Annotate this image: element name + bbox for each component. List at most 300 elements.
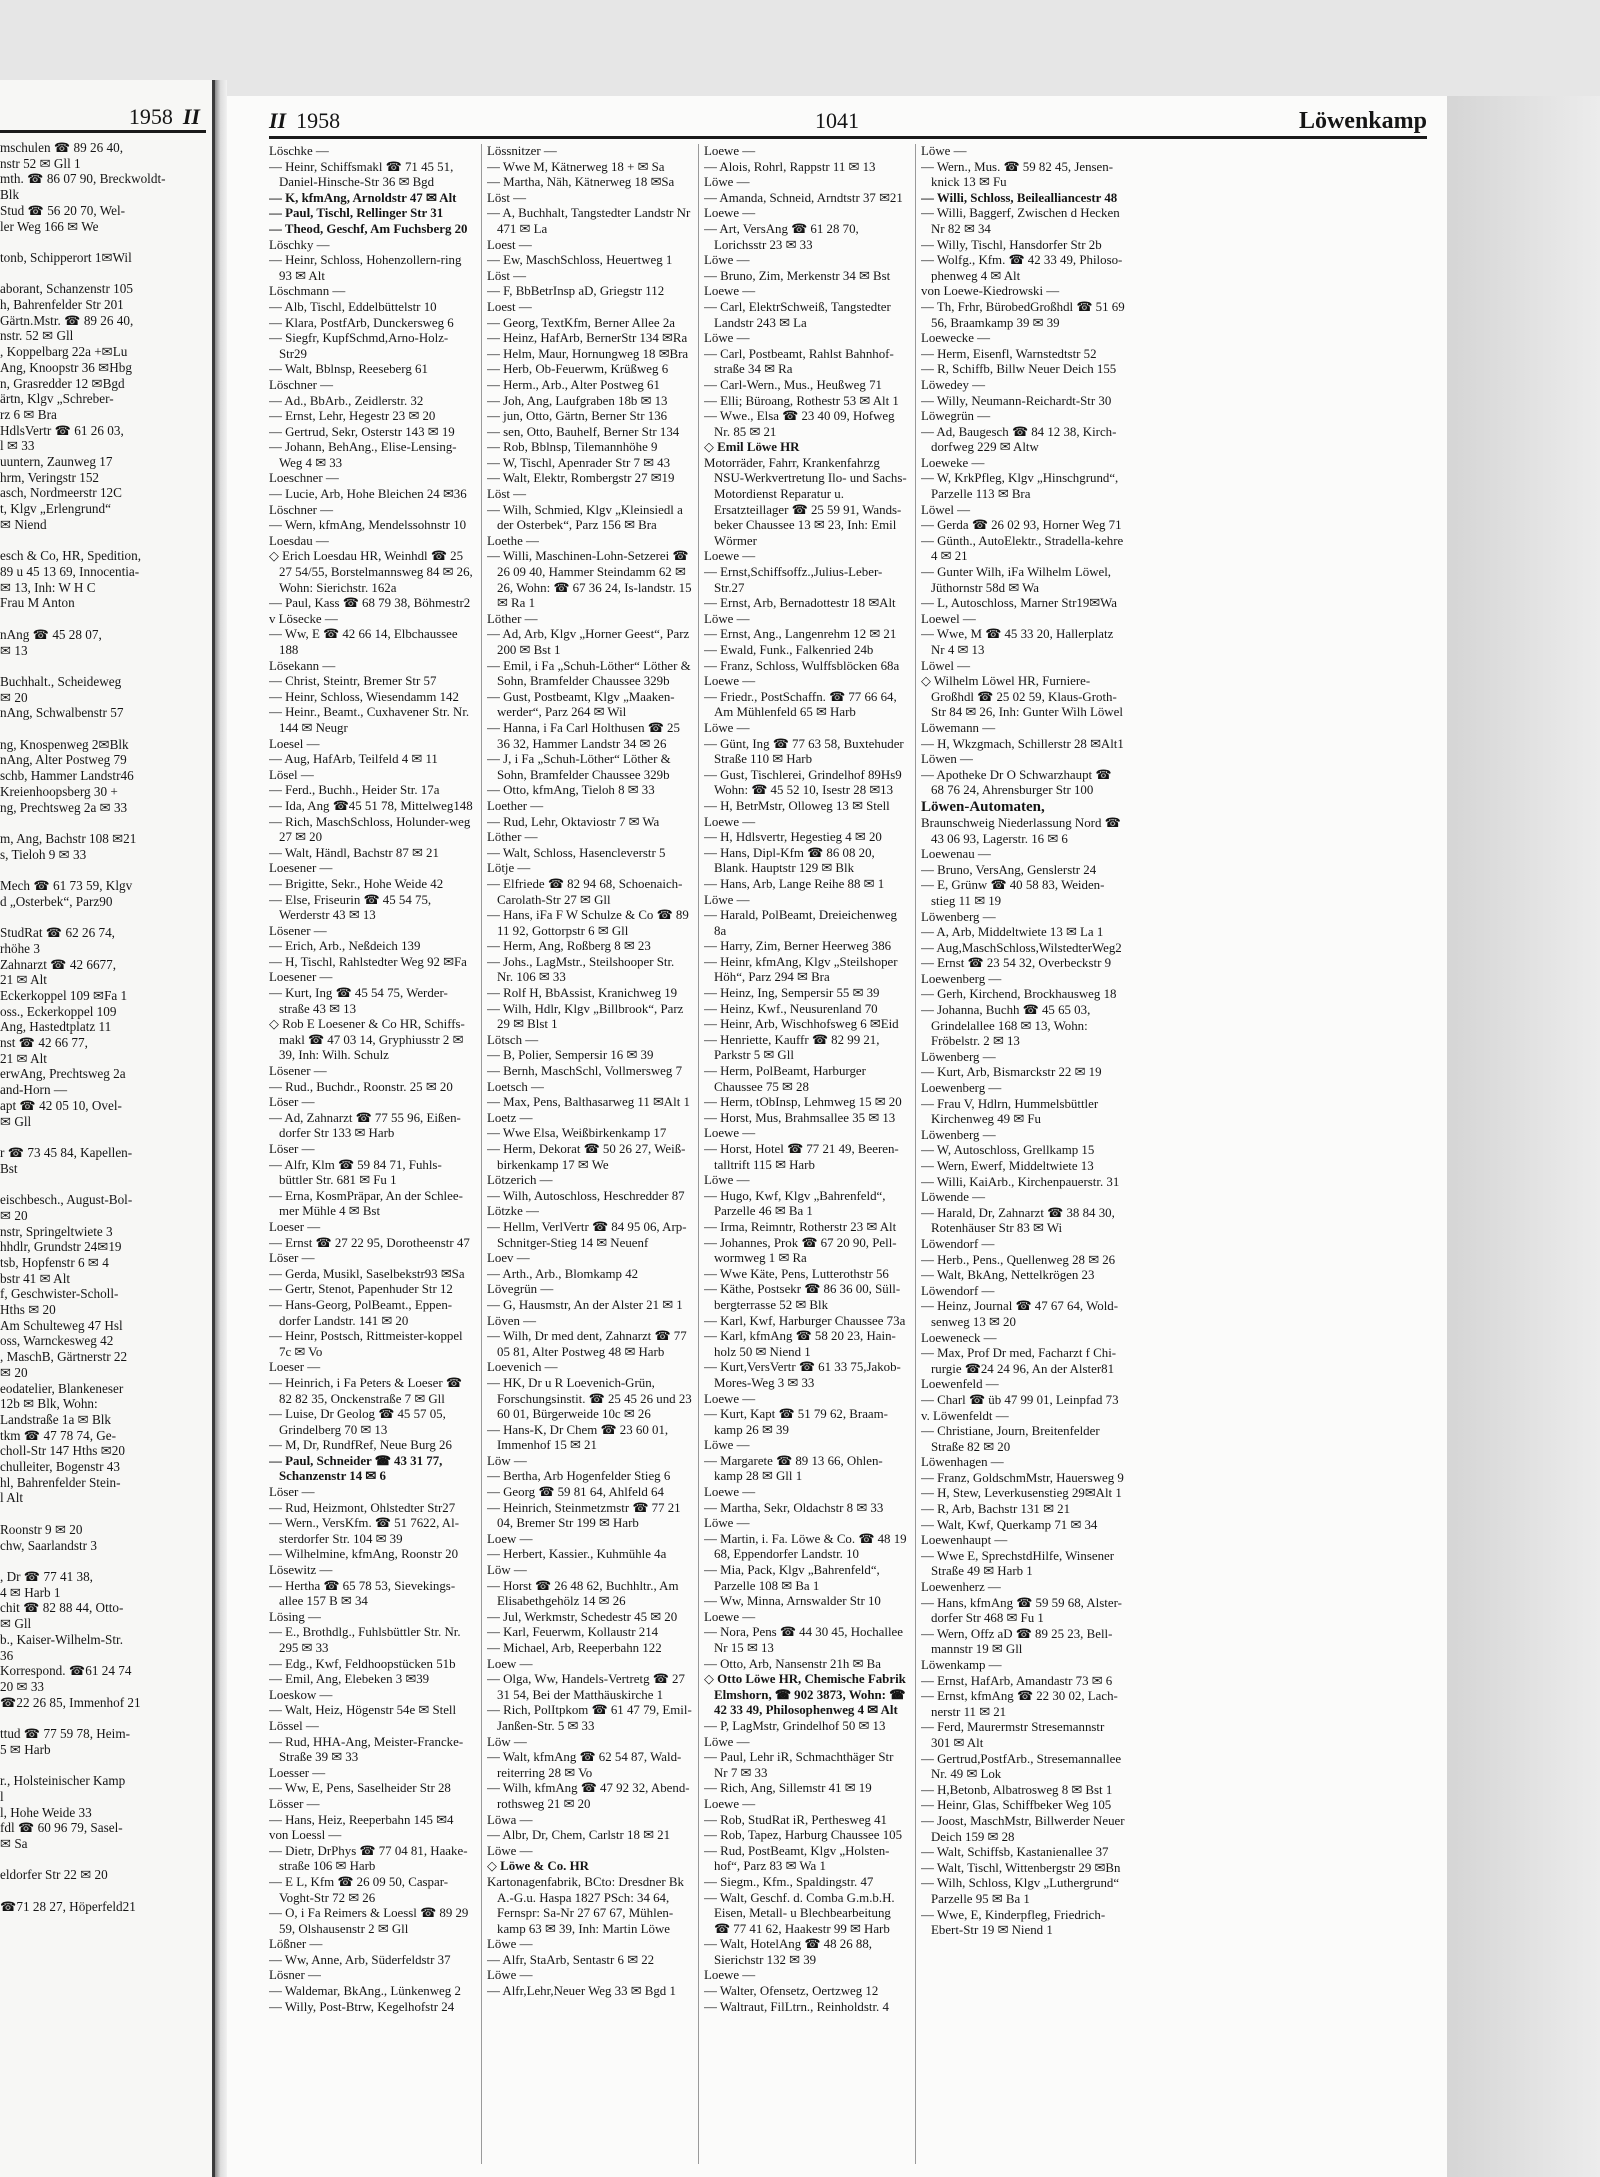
directory-entry: — Ferd, Maurermstr Stresemannstr 301 ✉ Alt	[921, 1720, 1105, 1750]
surname-heading: Lötzke —	[487, 1204, 539, 1219]
facing-page-line: f, Geschwister-Scholl-	[0, 1286, 119, 1302]
directory-entry: — Alfr, StaArb, Sentastr 6 ✉ 22	[487, 1952, 655, 1967]
directory-entry: — E, Grünw ☎ 40 58 83, Weiden-stieg 11 ✉ 19	[921, 878, 1105, 908]
facing-page-rule	[0, 130, 206, 133]
directory-entry: — Herb., Pens., Quellenweg 28 ✉ 26	[921, 1252, 1116, 1267]
facing-page-line	[0, 533, 208, 549]
facing-page-line: ✉ 13, Inh: W H C	[0, 579, 96, 595]
directory-entry: — Heinr, Schloss, Hohenzollern-ring 93 ✉ Alt	[269, 253, 462, 283]
directory-entry: — A, Arb, Middeltwiete 13 ✉ La 1	[921, 925, 1104, 940]
directory-entry: — Heinr, kfmAng, Klgv „Steilshoper Höh“, Parz 294 ✉ Bra	[704, 954, 898, 985]
book-gutter	[215, 80, 227, 2177]
surname-heading: Loetz —	[487, 1110, 533, 1125]
directory-entry: — Bruno, Zim, Merkenstr 34 ✉ Bst	[704, 268, 891, 283]
directory-entry: — H, Hdlsvertr, Hegestieg 4 ✉ 20	[704, 830, 882, 845]
directory-entry: — Dietr, DrPhys ☎ 77 04 81, Haake-straße 106 ✉ Harb	[269, 1843, 468, 1874]
surname-heading: Loewe —	[704, 549, 756, 564]
directory-entry: — Ernst ☎ 23 54 32, Overbeckstr 9	[921, 956, 1112, 971]
directory-entry: — Gunter Wilh, iFa Wilhelm Löwel, Jüthornstr 58d ✉ Wa	[921, 565, 1112, 595]
surname-heading: Löwe —	[704, 175, 750, 190]
directory-entry: — Paul, Kass ☎ 68 79 38, Böhmestr2	[269, 596, 471, 611]
directory-entry: — Henriette, Kauffr ☎ 82 99 21, Parkstr 5 ✉ Gll	[704, 1032, 880, 1063]
facing-page-line: schb, Hammer Landstr46	[0, 768, 134, 784]
surname-heading: Löser —	[269, 1251, 315, 1266]
surname-heading: Loewe —	[704, 1391, 756, 1406]
facing-page-line: 36	[0, 1647, 14, 1663]
directory-entry: — Heinr, Arb, Wischhofsweg 6 ✉Eid	[704, 1017, 899, 1032]
surname-heading: Löw —	[487, 1563, 527, 1578]
directory-entry: — L, Autoschloss, Marner Str19✉Wa	[921, 596, 1117, 611]
directory-entry: — Ww, E ☎ 42 66 14, Elbchaussee 188	[269, 627, 458, 657]
directory-entry: — Carl, ElektrSchweiß, Tangstedter Landstr 243 ✉ La	[704, 299, 891, 330]
directory-entry: ◇ Löwe & Co. HR	[487, 1859, 589, 1874]
surname-heading: Löwe —	[487, 1843, 533, 1858]
directory-entry: — Waldemar, BkAng., Lünkenweg 2	[269, 1984, 461, 1999]
facing-page-line: Ang, Hastedtplatz 11	[0, 1019, 112, 1035]
directory-entry: — A, Buchhalt, Tangstedter Landstr Nr 471 ✉ La	[487, 206, 691, 236]
directory-entry: — Hans, Arb, Lange Reihe 88 ✉ 1	[704, 876, 885, 891]
directory-entry: — Joh, Ang, Laufgraben 18b ✉ 13	[487, 393, 668, 408]
directory-entry: — Joost, MaschMstr, Billwerder Neuer Deich 159 ✉ 28	[921, 1813, 1125, 1844]
facing-page-line: asch, Nordmeerstr 12C	[0, 485, 122, 501]
directory-entry: — Walt, Schiffsb, Kastanienallee 37	[921, 1845, 1109, 1860]
surname-heading: von Loessl —	[269, 1828, 342, 1843]
directory-entry: — Ernst, Lehr, Hegestr 23 ✉ 20	[269, 409, 436, 424]
facing-page-line: Roonstr 9 ✉ 20	[0, 1521, 83, 1537]
facing-page-line: ✉ Gll	[0, 1113, 32, 1129]
surname-heading: Loewenberg —	[921, 971, 1002, 986]
surname-heading: Loesdau —	[269, 533, 329, 548]
surname-heading: Loewe —	[704, 674, 756, 689]
surname-heading: Löser —	[269, 1095, 315, 1110]
directory-entry: — Gertrud, Sekr, Osterstr 143 ✉ 19	[269, 424, 455, 439]
surname-heading: Lösener —	[269, 923, 327, 938]
directory-entry: — Walt, Tischl, Wittenbergstr 29 ✉Bn	[921, 1860, 1121, 1875]
directory-entry: ◇ Erich Loesdau HR, Weinhdl ☎ 25 27 54/55, Borstelmannsweg 84 ✉ 26, Wohn: Sierichstr. 162a	[269, 549, 473, 595]
directory-entry: — Kurt,VersVertr ☎ 61 33 75,Jakob-Mores-Weg 3 ✉ 33	[704, 1360, 901, 1390]
surname-heading: Loew —	[487, 1531, 533, 1546]
facing-page-line	[0, 1553, 208, 1569]
directory-entry: — Willi, Baggerf, Zwischen d Hecken Nr 82 ✉ 34	[921, 206, 1120, 236]
directory-entry: — Ida, Ang ☎45 51 78, Mittelweg148	[269, 798, 473, 813]
surname-heading: Löwe —	[704, 611, 750, 626]
directory-column-4	[921, 144, 1126, 2169]
facing-page-line: mschulen ☎ 89 26 40,	[0, 140, 124, 155]
directory-entry: — K, kfmAng, Arnoldstr 47 ✉ Alt	[269, 190, 457, 205]
facing-page-line: ✉ Gll	[0, 1616, 32, 1632]
directory-entry: Löwen-Automaten,	[921, 798, 1045, 815]
directory-entry: — Ww, E, Pens, Saselheider Str 28	[269, 1781, 451, 1796]
directory-entry: — HK, Dr u R Loevenich-Grün, Forschungsinstit. ☎ 25 45 26 und 23 60 01, Bürgerweide 10c ✉ 26	[487, 1375, 692, 1422]
page-edge-shadow	[1447, 96, 1600, 2177]
directory-entry: — Aug, HafArb, Teilfeld 4 ✉ 11	[269, 752, 438, 767]
directory-entry: — Heinz, HafArb, BernerStr 134 ✉Ra	[487, 331, 688, 346]
header-volume-year	[269, 108, 340, 134]
directory-entry: — Wern., Mus. ☎ 59 82 45, Jensen-knick 13 ✉ Fu	[921, 159, 1114, 190]
surname-heading: Loeser —	[269, 1219, 321, 1234]
surname-heading: Löwende —	[921, 1190, 986, 1205]
facing-page-line: ttud ☎ 77 59 78, Heim-	[0, 1726, 130, 1742]
surname-heading: Lössnitzer —	[487, 144, 557, 158]
directory-entry: — Franz, Schloss, Wulffsblöcken 68a	[704, 658, 900, 673]
directory-entry: — Heinr, Schiffsmakl ☎ 71 45 51, Daniel-Hinsche-Str 36 ✉ Bgd	[269, 159, 454, 190]
directory-entry: — Rob, Bblnsp, Tilemannhöhe 9	[487, 440, 658, 455]
facing-page-header	[0, 104, 200, 130]
directory-entry: — Ernst, HafArb, Amandastr 73 ✉ 6	[921, 1673, 1113, 1688]
directory-entry: — Alb, Tischl, Eddelbüttelstr 10	[269, 299, 437, 314]
directory-entry: — Gerda ☎ 26 02 93, Horner Weg 71	[921, 518, 1122, 533]
directory-entry: — Horst ☎ 26 48 62, Buchhltr., Am Elisabethgehölz 14 ✉ 26	[487, 1578, 679, 1609]
directory-entry: — Willy, Neumann-Reichardt-Str 30	[921, 393, 1112, 408]
facing-page-line: nst ☎ 42 66 77,	[0, 1035, 88, 1051]
directory-entry: — Brigitte, Sekr., Hohe Weide 42	[269, 876, 444, 891]
surname-heading: Lösewitz —	[269, 1563, 333, 1578]
running-title: Löwenkamp	[1298, 108, 1427, 134]
directory-entry: — H,Betonb, Albatrosweg 8 ✉ Bst 1	[921, 1782, 1113, 1797]
directory-entry: — Hans-Georg, PolBeamt., Eppen-dorfer Landstr. 141 ✉ 20	[269, 1297, 453, 1328]
surname-heading: Loewe —	[704, 206, 756, 221]
facing-page-line: 4 ✉ Harb 1	[0, 1584, 61, 1600]
directory-entry: — Walt, Geschf. d. Comba G.m.b.H. Eisen, Metall- u Blechbearbeitung ☎ 77 41 62, Haakestr 99 ✉ Harb	[704, 1890, 895, 1936]
facing-page-line: b., Kaiser-Wilhelm-Str.	[0, 1631, 123, 1647]
directory-entry: — Rud, Lehr, Oktaviostr 7 ✉ Wa	[487, 814, 660, 829]
directory-entry: — O, i Fa Reimers & Loessl ☎ 89 29 59, Olshausenstr 2 ✉ Gll	[269, 1906, 469, 1936]
facing-page-line: Ang, Knoopstr 36 ✉Hbg	[0, 359, 132, 375]
facing-page-line	[0, 721, 208, 737]
surname-heading: Loewe —	[704, 1485, 756, 1500]
directory-entry: — B, Polier, Sempersir 16 ✉ 39	[487, 1048, 654, 1063]
directory-entry: — Hellm, VerlVertr ☎ 84 95 06, Arp-Schnitger-Stieg 14 ✉ Neuenf	[487, 1219, 687, 1250]
facing-page-line: eischbesch., August-Bol-	[0, 1192, 133, 1208]
directory-entry: — Heinr, Postsch, Rittmeister-koppel 7c ✉ Vo	[269, 1329, 463, 1359]
surname-heading: Löwel —	[921, 502, 971, 517]
surname-heading: Loesser —	[269, 1765, 326, 1780]
directory-entry: — Walter, Ofensetz, Oertzweg 12	[704, 1984, 879, 1999]
directory-entry: — Edg., Kwf, Feldhoopstücken 51b	[269, 1656, 456, 1671]
directory-entry: — Wilh, Autoschloss, Heschredder 87	[487, 1188, 685, 1203]
directory-entry: — Rob, StudRat iR, Perthesweg 41	[704, 1812, 887, 1827]
surname-heading: Lösser —	[269, 1796, 320, 1811]
facing-page-line: Bst	[0, 1160, 18, 1176]
directory-entry: — Paul, Tischl, Rellinger Str 31	[269, 206, 444, 221]
surname-heading: Löwegrün —	[921, 409, 991, 424]
directory-entry: — Helm, Maur, Hornungweg 18 ✉Bra	[487, 346, 689, 361]
facing-page-line: ng, Knospenweg 2✉Blk	[0, 736, 129, 752]
facing-page-line: l	[0, 1788, 4, 1804]
surname-heading: Lösner —	[269, 1968, 321, 1983]
directory-entry: — Karl, kfmAng ☎ 58 20 23, Hain-holz 50 ✉ Niend 1	[704, 1329, 896, 1359]
directory-entry: — Ernst, Arb, Bernadottestr 18 ✉Alt	[704, 596, 896, 611]
surname-heading: Loevenich —	[487, 1360, 558, 1375]
directory-entry: — Günt, Ing ☎ 77 63 58, Buxtehuder Straße 110 ✉ Harb	[704, 736, 904, 767]
surname-heading: Lösel —	[269, 767, 314, 782]
facing-page-line: oss, Warnckesweg 42	[0, 1333, 114, 1349]
surname-heading: Löst —	[487, 487, 527, 502]
facing-page-line: ler Weg 166 ✉ We	[0, 218, 99, 234]
surname-heading: Löser —	[269, 1485, 315, 1500]
facing-page-line	[0, 815, 208, 831]
facing-page-line: erwAng, Prechtsweg 2a	[0, 1066, 126, 1082]
facing-page-line: tsb, Hopfenstr 6 ✉ 4	[0, 1254, 109, 1270]
surname-heading: Loewenberg —	[921, 1081, 1002, 1096]
facing-page-line	[0, 909, 208, 925]
directory-entry: — Ferd., Buchh., Heider Str. 17a	[269, 783, 440, 798]
surname-heading: Löschner —	[269, 502, 334, 517]
surname-heading: Lötzerich —	[487, 1173, 553, 1188]
directory-entry: — Johanna, Buchh ☎ 45 65 03, Grindelallee 168 ✉ 13, Wohn: Fröbelstr. 2 ✉ 13	[921, 1003, 1091, 1049]
surname-heading: Lösener —	[269, 1064, 327, 1079]
directory-entry: — Walt, HotelAng ☎ 48 26 88, Sierichstr 132 ✉ 39	[704, 1937, 873, 1967]
directory-entry: — Ad., BbArb., Zeidlerstr. 32	[269, 393, 424, 408]
directory-entry: — Heinrich, i Fa Peters & Loeser ☎ 82 82 35, Onckenstraße 7 ✉ Gll	[269, 1375, 462, 1406]
facing-page-line: ☎71 28 27, Höperfeld21	[0, 1898, 136, 1914]
surname-heading: Loesener —	[269, 970, 333, 985]
facing-page-line	[0, 862, 208, 878]
directory-entry: — Heinr, Glas, Schiffbeker Weg 105	[921, 1798, 1112, 1813]
directory-entry: — Hans-K, Dr Chem ☎ 23 60 01, Immenhof 15 ✉ 21	[487, 1422, 669, 1453]
directory-entry: — Karl, Kwf, Harburger Chaussee 73a	[704, 1313, 906, 1328]
facing-page-line: 21 ✉ Alt	[0, 1050, 47, 1066]
facing-page-line: 5 ✉ Harb	[0, 1741, 51, 1757]
facing-page-line: eldorfer Str 22 ✉ 20	[0, 1867, 108, 1883]
facing-page-line	[0, 234, 208, 250]
facing-page-line: Eckerkoppel 109 ✉Fa 1	[0, 987, 128, 1003]
facing-page-line	[0, 1852, 208, 1868]
directory-entry: — Willy, Post-Btrw, Kegelhofstr 24	[269, 1999, 455, 2014]
directory-entry: — Gertrud,PostfArb., Stresemannallee Nr. 49 ✉ Lok	[921, 1751, 1122, 1782]
surname-heading: Loewenherz —	[921, 1580, 1001, 1595]
surname-heading: Loeskow —	[269, 1687, 333, 1702]
directory-entry: — E L, Kfm ☎ 26 09 50, Caspar-Voght-Str 72 ✉ 26	[269, 1874, 449, 1905]
directory-entry: — G, Hausmstr, An der Alster 21 ✉ 1	[487, 1297, 683, 1312]
directory-entry: — Nora, Pens ☎ 44 30 45, Hochallee Nr 15 ✉ 13	[704, 1625, 903, 1655]
facing-page-line: hhdlr, Grundstr 24✉19	[0, 1239, 122, 1255]
surname-heading: Lövegrün —	[487, 1282, 554, 1297]
facing-page-line: oss., Eckerkoppel 109	[0, 1003, 117, 1019]
surname-heading: Loewe —	[704, 1968, 756, 1983]
directory-entry: — Wern, Offz aD ☎ 89 25 23, Bell-mannstr 19 ✉ Gll	[921, 1626, 1113, 1657]
directory-entry: — Friedr., PostSchaffn. ☎ 77 66 64, Am Mühlenfeld 65 ✉ Harb	[704, 689, 897, 720]
column-divider	[698, 144, 699, 2164]
surname-heading: Löschke —	[269, 144, 329, 158]
facing-page-line: rz 6 ✉ Bra	[0, 406, 57, 422]
surname-heading: Loewenau —	[921, 847, 991, 862]
surname-heading: Löwe —	[704, 1734, 750, 1749]
directory-entry: — Herm., Arb., Alter Postweg 61	[487, 377, 660, 392]
column-divider	[915, 144, 916, 2164]
surname-heading: Löwenberg —	[921, 1049, 996, 1064]
surname-heading: Löwe —	[487, 1968, 533, 1983]
directory-entry: — Else, Friseurin ☎ 45 54 75, Werderstr 43 ✉ 13	[269, 892, 432, 923]
facing-page-line: apt ☎ 42 05 10, Ovel-	[0, 1097, 122, 1113]
directory-entry: — Georg, TextKfm, Berner Allee 2a	[487, 315, 675, 330]
directory-entry: — H, Stew, Leverkusenstieg 29✉Alt 1	[921, 1486, 1122, 1501]
surname-heading: Löther —	[487, 830, 538, 845]
surname-heading: Löwe —	[704, 720, 750, 735]
directory-entry: — Otto, kfmAng, Tieloh 8 ✉ 33	[487, 783, 655, 798]
directory-entry: — Walt, BkAng, Nettelkrögen 23	[921, 1268, 1095, 1283]
directory-entry: — Wwe M, Kätnerweg 18 + ✉ Sa	[487, 159, 665, 174]
directory-entry: — Art, VersAng ☎ 61 28 70, Lorichsstr 23 ✉ 33	[704, 221, 859, 252]
directory-entry: — Hugo, Kwf, Klgv „Bahrenfeld“, Parzelle 46 ✉ Ba 1	[704, 1188, 886, 1219]
directory-entry: — Hans, iFa F W Schulze & Co ☎ 89 11 92, Gottorpstr 6 ✉ Gll	[487, 908, 689, 938]
surname-heading: Loethe —	[487, 533, 539, 548]
directory-entry: — Walt, kfmAng ☎ 62 54 87, Wald-reiterring 28 ✉ Vo	[487, 1750, 682, 1780]
surname-heading: Lößner —	[269, 1937, 323, 1952]
surname-heading: von Loewe-Kiedrowski —	[921, 284, 1060, 299]
directory-entry: — Gertr, Stenot, Papenhuder Str 12	[269, 1282, 453, 1297]
surname-heading: Löwe —	[704, 892, 750, 907]
directory-entry: — Johannes, Prok ☎ 67 20 90, Pell-wormweg 1 ✉ Ra	[704, 1235, 897, 1266]
directory-entry: — Carl, Postbeamt, Rahlst Bahnhof-straße 34 ✉ Ra	[704, 346, 894, 377]
directory-entry: — Horst, Hotel ☎ 77 21 49, Beeren-talltrift 115 ✉ Harb	[704, 1142, 899, 1172]
surname-heading: Lösing —	[269, 1609, 321, 1624]
directory-entry: — Ad, Baugesch ☎ 84 12 38, Kirch-dorfweg 229 ✉ Altw	[921, 424, 1117, 455]
directory-entry: — Rud, HHA-Ang, Meister-Francke-Straße 39 ✉ 33	[269, 1734, 464, 1765]
surname-heading: Loewe —	[704, 144, 756, 158]
directory-entry: — Wwe, M ☎ 45 33 20, Hallerplatz Nr 4 ✉ 13	[921, 627, 1114, 657]
directory-entry: — Ernst ☎ 27 22 95, Dorotheenstr 47	[269, 1235, 470, 1250]
surname-heading: Löwe —	[921, 144, 967, 158]
surname-heading: Löst —	[487, 190, 527, 205]
directory-entry: — Otto, Arb, Nansenstr 21h ✉ Ba	[704, 1656, 881, 1671]
directory-entry: — Herbert, Kassier., Kuhmühle 4a	[487, 1547, 667, 1562]
directory-entry: — Waltraut, FilLtrn., Reinholdstr. 4	[704, 1999, 889, 2014]
directory-entry: — Wwe, E, Kinderpfleg, Friedrich-Ebert-Str 19 ✉ Niend 1	[921, 1907, 1106, 1938]
surname-heading: Loewel —	[921, 611, 976, 626]
surname-heading: Löwendorf —	[921, 1236, 995, 1251]
directory-entry: — M, Dr, RundfRef, Neue Burg 26	[269, 1438, 452, 1453]
surname-heading: Loewe —	[704, 1796, 756, 1811]
directory-entry: — Johs., LagMstr., Steilshooper Str. Nr. 106 ✉ 33	[487, 954, 675, 985]
directory-entry: — Elli; Büroang, Rothestr 53 ✉ Alt 1	[704, 393, 899, 408]
facing-page-line: s, Tieloh 9 ✉ 33	[0, 846, 87, 862]
directory-entry: — sen, Otto, Bauhelf, Berner Str 134	[487, 424, 680, 439]
facing-page-line: Korrespond. ☎61 24 74	[0, 1663, 132, 1679]
directory-page	[227, 96, 1447, 2177]
facing-page-line: aborant, Schanzenstr 105	[0, 281, 133, 297]
surname-heading: Löwe —	[704, 1173, 750, 1188]
directory-entry: — Mia, Pack, Klgv „Bahrenfeld“, Parzelle 108 ✉ Ba 1	[704, 1563, 880, 1593]
directory-entry: — Willy, Tischl, Hansdorfer Str 2b	[921, 237, 1102, 252]
directory-entry: — Heinz, Journal ☎ 47 67 64, Wold-senweg 13 ✉ 20	[921, 1299, 1119, 1329]
directory-entry: — Wwe Elsa, Weißbirkenkamp 17	[487, 1126, 667, 1141]
facing-page-line: l ✉ 33	[0, 438, 35, 454]
directory-entry: — R, Schiffb, Billw Neuer Deich 155	[921, 362, 1117, 377]
directory-entry: — Hans, kfmAng ☎ 59 59 68, Alster-dorfer Str 468 ✉ Fu 1	[921, 1595, 1122, 1626]
directory-entry: — Wwe., Elsa ☎ 23 40 09, Hofweg Nr. 85 ✉ 21	[704, 409, 895, 439]
facing-page-line: n, Grasredder 12 ✉Bgd	[0, 375, 125, 391]
directory-entry: — Willi, Maschinen-Lohn-Setzerei ☎ 26 09 40, Hammer Steindamm 62 ✉ 26, Wohn: ☎ 67 36 24, Is-landstr. 15 ✉ Ra 1	[487, 549, 692, 611]
facing-page-line	[0, 658, 208, 674]
facing-page-line: mth. ☎ 86 07 90, Breckwoldt-	[0, 171, 166, 187]
directory-entry: — Heinrich, Steinmetzmstr ☎ 77 21 04, Bremer Str 199 ✉ Harb	[487, 1500, 681, 1531]
directory-entry: — Martha, Näh, Kätnerweg 18 ✉Sa	[487, 175, 675, 190]
directory-entry: — W, Tischl, Apenrader Str 7 ✉ 43	[487, 455, 671, 470]
directory-entry: — Walt, Bblnsp, Reeseberg 61	[269, 362, 428, 377]
facing-page-line: r., Holsteinischer Kamp	[0, 1773, 126, 1789]
facing-page-line: ✉ 20	[0, 689, 28, 705]
surname-heading: Löven —	[487, 1313, 537, 1328]
facing-page-line: nAng ☎ 45 28 07,	[0, 626, 102, 642]
facing-page-line: ✉ Niend	[0, 516, 47, 532]
surname-heading: Löwa —	[487, 1812, 533, 1827]
directory-entry: — Michael, Arb, Reeperbahn 122	[487, 1641, 662, 1655]
facing-page-line	[0, 1757, 208, 1773]
facing-page-line: nstr, Springeltwiete 3	[0, 1223, 113, 1239]
directory-entry: — Wilh, Schmied, Klgv „Kleinsiedl a der Osterbek“, Parz 156 ✉ Bra	[487, 502, 683, 533]
directory-entry: — H, Tischl, Rahlstedter Weg 92 ✉Fa	[269, 954, 467, 969]
directory-entry: — Olga, Ww, Handels-Vertretg ☎ 27 31 54, Bei der Matthäuskirche 1	[487, 1672, 685, 1702]
surname-heading: Löwenkamp —	[921, 1658, 1002, 1672]
directory-entry: — Rob, Tapez, Harburg Chaussee 105	[704, 1828, 903, 1843]
surname-heading: Loewe —	[704, 1126, 756, 1141]
directory-entry: — Jul, Werkmstr, Schedestr 45 ✉ 20	[487, 1609, 678, 1624]
surname-heading: Löw —	[487, 1453, 527, 1468]
surname-heading: Loewenhaupt —	[921, 1533, 1008, 1548]
directory-entry: — Carl-Wern., Mus., Heußweg 71	[704, 377, 882, 392]
facing-page-line	[0, 1506, 208, 1522]
directory-entry: — Rich, Ang, Sillemstr 41 ✉ 19	[704, 1781, 872, 1796]
facing-page-line: 20 ✉ 33	[0, 1678, 45, 1694]
facing-page-line	[0, 611, 208, 627]
directory-entry: ◇ Wilhelm Löwel HR, Furniere-Großhdl ☎ 25 02 59, Klaus-Groth-Str 84 ✉ 26, Inh: Gunter Wilh Löwel	[921, 674, 1123, 720]
facing-page-line: ärtn, Klgv „Schreber-	[0, 391, 114, 407]
directory-entry: — Heinr, Schloss, Wiesendamm 142	[269, 689, 459, 704]
directory-entry: — Franz, GoldschmMstr, Hauersweg 9	[921, 1470, 1124, 1485]
surname-heading: v Lösecke —	[269, 611, 338, 626]
directory-entry: — Herm, Ang, Roßberg 8 ✉ 23	[487, 939, 651, 954]
directory-entry: — Bruno, VersAng, Genslerstr 24	[921, 862, 1097, 877]
directory-entry: — Herm, PolBeamt, Harburger Chaussee 75 ✉ 28	[704, 1064, 866, 1094]
directory-entry: — Herm, Dekorat ☎ 50 26 27, Weiß-birkenkamp 17 ✉ We	[487, 1142, 686, 1172]
directory-entry: — Frau V, Hdlrn, Hummelsbüttler Kirchenweg 49 ✉ Fu	[921, 1096, 1099, 1127]
surname-heading: Loetsch —	[487, 1079, 544, 1094]
facing-page-line: h, Bahrenfelder Str 201	[0, 297, 124, 313]
surname-heading: Löschner —	[269, 377, 334, 392]
directory-entry: — Paul, Schneider ☎ 43 31 77, Schanzenstr 14 ✉ 6	[269, 1453, 443, 1484]
directory-entry: — jun, Otto, Gärtn, Berner Str 136	[487, 409, 668, 424]
directory-entry: — Wilh, kfmAng ☎ 47 92 32, Abend-rothsweg 21 ✉ 20	[487, 1781, 690, 1811]
directory-entry: — Rud., Buchdr., Roonstr. 25 ✉ 20	[269, 1079, 453, 1094]
surname-heading: Löwenberg —	[921, 1127, 996, 1142]
directory-entry: — Siegm., Kfm., Spaldingstr. 47	[704, 1874, 874, 1889]
facing-page-line: Landstraße 1a ✉ Blk	[0, 1411, 112, 1427]
directory-entry: — Hertha ☎ 65 78 53, Sievekings-allee 157 B ✉ 34	[269, 1578, 456, 1609]
surname-heading: v. Löwenfeldt —	[921, 1408, 1009, 1423]
surname-heading: Loewe —	[704, 284, 756, 299]
surname-heading: Loeser —	[269, 1360, 321, 1375]
surname-heading: Loeschner —	[269, 471, 339, 486]
directory-entry: — Wwe E, SprechstdHilfe, Winsener Straße 49 ✉ Harb 1	[921, 1548, 1115, 1579]
directory-entry: — Alfr, Klm ☎ 59 84 71, Fuhls-büttler Str. 681 ✉ Fu 1	[269, 1157, 442, 1188]
facing-page-line: chulleiter, Bogenstr 43	[0, 1459, 120, 1475]
directory-entry: — F, BbBetrInsp aD, Griegstr 112	[487, 284, 665, 299]
directory-entry: — Hanna, i Fa Carl Holthusen ☎ 25 36 32, Hammer Landstr 34 ✉ 26	[487, 720, 680, 751]
directory-entry: — Ww, Minna, Arnswalder Str 10	[704, 1594, 881, 1609]
directory-entry: — Wilh, Dr med dent, Zahnarzt ☎ 77 05 81, Alter Postweg 48 ✉ Harb	[487, 1329, 687, 1359]
surname-heading: Loew —	[487, 1656, 533, 1671]
facing-page-line: ✉ 20	[0, 1364, 28, 1380]
directory-entry: — E., Brothdlg., Fuhlsbüttler Str. Nr. 295 ✉ 33	[269, 1625, 461, 1655]
facing-page-line: 21 ✉ Alt	[0, 972, 47, 988]
directory-entry: — Herb, Ob-Feuerwm, Krüßweg 6	[487, 362, 669, 377]
facing-page-line: Kreienhoopsberg 30 +	[0, 783, 118, 799]
directory-entry: Kartonagenfabrik, BCto: Dresdner Bk A.-G.u. Haspa 1827 PSch: 34 64, Fernspr: Sa-Nr 27 67 67, Mühlen-kamp 63 ✉ 39, Inh: Martin Löwe	[487, 1874, 684, 1936]
facing-page-line: , Koppelbarg 22a +✉Lu	[0, 344, 128, 360]
directory-entry: — Ewald, Funk., Falkenried 24b	[704, 643, 874, 657]
directory-entry: ◇ Otto Löwe HR, Chemische Fabrik Elmshorn, ☎ 902 3873, Wohn: ☎ 42 33 49, Philosophenweg 4 ✉ Alt	[704, 1672, 906, 1718]
